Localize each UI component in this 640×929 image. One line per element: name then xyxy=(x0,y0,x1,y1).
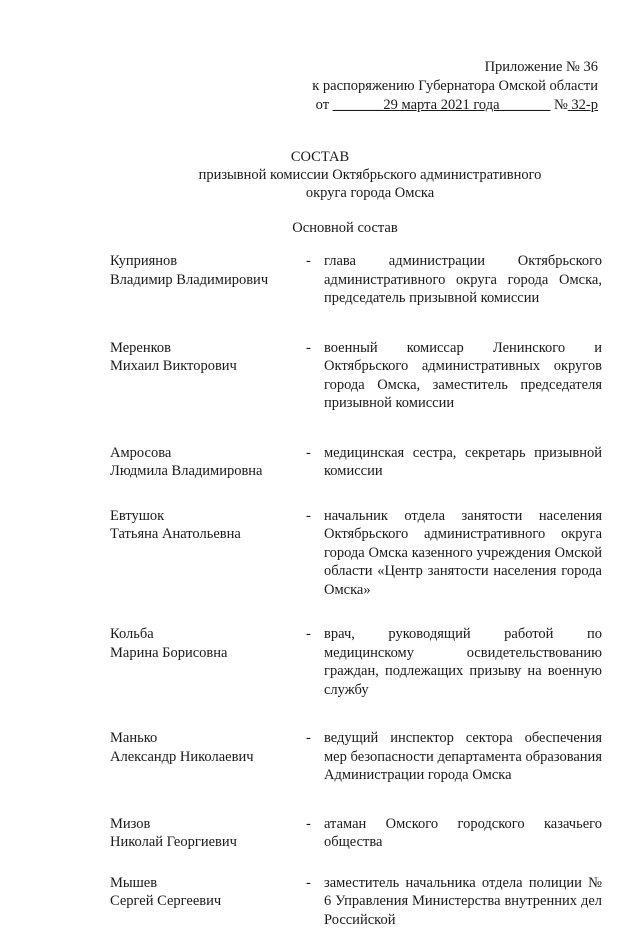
member-surname: Кольба xyxy=(110,625,306,644)
member-name xyxy=(110,625,306,662)
annex-date-line xyxy=(312,96,598,115)
member-given-names: Марина Борисовна xyxy=(110,644,306,663)
member-surname: Манько xyxy=(110,729,306,748)
date-prefix: от xyxy=(316,97,329,113)
member-dash: - xyxy=(306,625,324,644)
member-dash: - xyxy=(306,507,324,526)
member-given-names: Владимир Владимирович xyxy=(110,271,306,290)
member-name xyxy=(110,815,306,852)
member-surname: Меренков xyxy=(110,339,306,358)
member-row xyxy=(110,339,602,413)
date-blank-left: _______ xyxy=(333,97,384,113)
title-line-3: округа города Омска xyxy=(0,184,640,202)
member-row xyxy=(110,625,602,699)
member-surname: Куприянов xyxy=(110,252,306,271)
member-dash: - xyxy=(306,729,324,748)
member-name xyxy=(110,507,306,544)
member-position: заместитель начальника отдела полиции № 6 Управления Министерства внутренних дел Российской xyxy=(324,874,602,929)
member-given-names: Николай Георгиевич xyxy=(110,833,306,852)
member-name xyxy=(110,252,306,289)
member-surname: Амросова xyxy=(110,444,306,463)
member-row xyxy=(110,252,602,308)
member-dash: - xyxy=(306,252,324,271)
member-given-names: Александр Николаевич xyxy=(110,748,306,767)
document-title xyxy=(0,148,640,202)
title-line-2: призывной комиссии Октябрьского административного xyxy=(0,166,640,184)
member-position: врач, руководящий работой по медицинскому освидетельствованию граждан, подлежащих призыву на военную службу xyxy=(324,625,602,699)
member-position: военный комиссар Ленинского и Октябрьского административных округов города Омска, заместитель председателя призывной комиссии xyxy=(324,339,602,413)
member-dash: - xyxy=(306,444,324,463)
member-position: атаман Омского городского казачьего общества xyxy=(324,815,602,852)
member-name xyxy=(110,729,306,766)
member-dash: - xyxy=(306,874,324,893)
member-surname: Мизов xyxy=(110,815,306,834)
member-position: начальник отдела занятости населения Октябрьского административного округа города Омска казенного учреждения Омской области «Центр занятости населения города Омска» xyxy=(324,507,602,600)
member-row xyxy=(110,729,602,785)
member-name xyxy=(110,339,306,376)
section-heading: Основной состав xyxy=(0,220,640,237)
member-dash: - xyxy=(306,339,324,358)
annex-to-order: к распоряжению Губернатора Омской области xyxy=(312,77,598,96)
member-row xyxy=(110,444,602,481)
member-position: медицинская сестра, секретарь призывной комиссии xyxy=(324,444,602,481)
member-given-names: Сергей Сергеевич xyxy=(110,892,306,911)
member-surname: Евтушок xyxy=(110,507,306,526)
member-row xyxy=(110,507,602,600)
annex-number: Приложение № 36 xyxy=(312,58,598,77)
date-value: 29 марта 2021 года xyxy=(383,97,499,113)
member-position: глава администрации Октябрьского административного округа города Омска, председатель призывной комиссии xyxy=(324,252,602,308)
number-prefix: № xyxy=(554,97,568,113)
member-given-names: Людмила Владимировна xyxy=(110,462,306,481)
member-row xyxy=(110,874,602,929)
member-name xyxy=(110,444,306,481)
number-value: 32-р xyxy=(568,97,598,113)
member-given-names: Татьяна Анатольевна xyxy=(110,525,306,544)
date-field xyxy=(333,97,551,113)
member-given-names: Михаил Викторович xyxy=(110,357,306,376)
member-position: ведущий инспектор сектора обеспечения мер безопасности департамента образования Администрации города Омска xyxy=(324,729,602,785)
title-line-1: СОСТАВ xyxy=(0,148,640,166)
members-list xyxy=(110,252,602,929)
member-row xyxy=(110,815,602,852)
annex-header xyxy=(312,58,598,115)
member-dash: - xyxy=(306,815,324,834)
member-surname: Мышев xyxy=(110,874,306,893)
date-blank-right: _______ xyxy=(500,97,551,113)
